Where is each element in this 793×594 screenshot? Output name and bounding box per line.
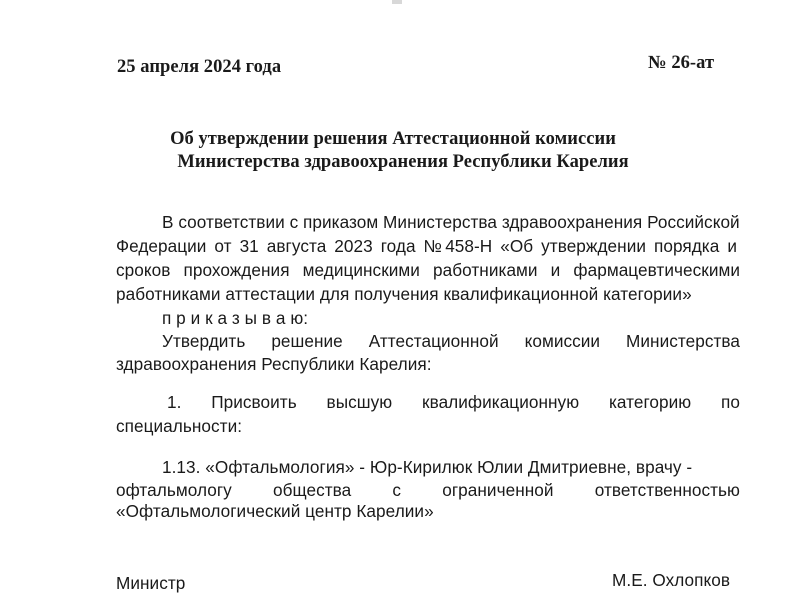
- item1-line2: специальности:: [116, 416, 243, 436]
- scan-artifact: [392, 0, 402, 4]
- item113-line2: офтальмологу общества с ограниченной ответственностью: [116, 480, 740, 500]
- preamble-line4: работниками аттестации для получения квалификационной категории»: [116, 284, 692, 304]
- preamble-line1: В соответствии с приказом Министерства здравоохранения Российской: [162, 212, 740, 232]
- signature-position: Министр: [116, 573, 186, 593]
- preamble-line3: сроков прохождения медицинскими работниками и фармацевтическими: [116, 260, 740, 280]
- approve-line1: Утвердить решение Аттестационной комиссии Министерства: [162, 331, 740, 351]
- approve-line2: здравоохранения Республики Карелия:: [116, 354, 432, 374]
- order-word: п р и к а з ы в а ю:: [162, 308, 309, 328]
- order-date: 25 апреля 2024 года: [117, 57, 282, 77]
- document-title-line1: Об утверждении решения Аттестационной комиссии: [170, 129, 616, 149]
- item1-line1: 1. Присвоить высшую квалификационную категорию по: [167, 392, 740, 412]
- item113-line1: 1.13. «Офтальмология» - Юр-Кирилюк Юлии Дмитриевне, врачу -: [162, 457, 693, 477]
- order-number: № 26-ат: [648, 53, 715, 73]
- document-title-line2: Министерства здравоохранения Республики Карелия: [177, 152, 629, 172]
- signature-name: М.Е. Охлопков: [612, 570, 731, 590]
- preamble-line2: Федерации от 31 августа 2023 года №458-Н «Об утверждении порядка и: [116, 236, 737, 256]
- item113-line3: «Офтальмологический центр Карелии»: [116, 501, 434, 521]
